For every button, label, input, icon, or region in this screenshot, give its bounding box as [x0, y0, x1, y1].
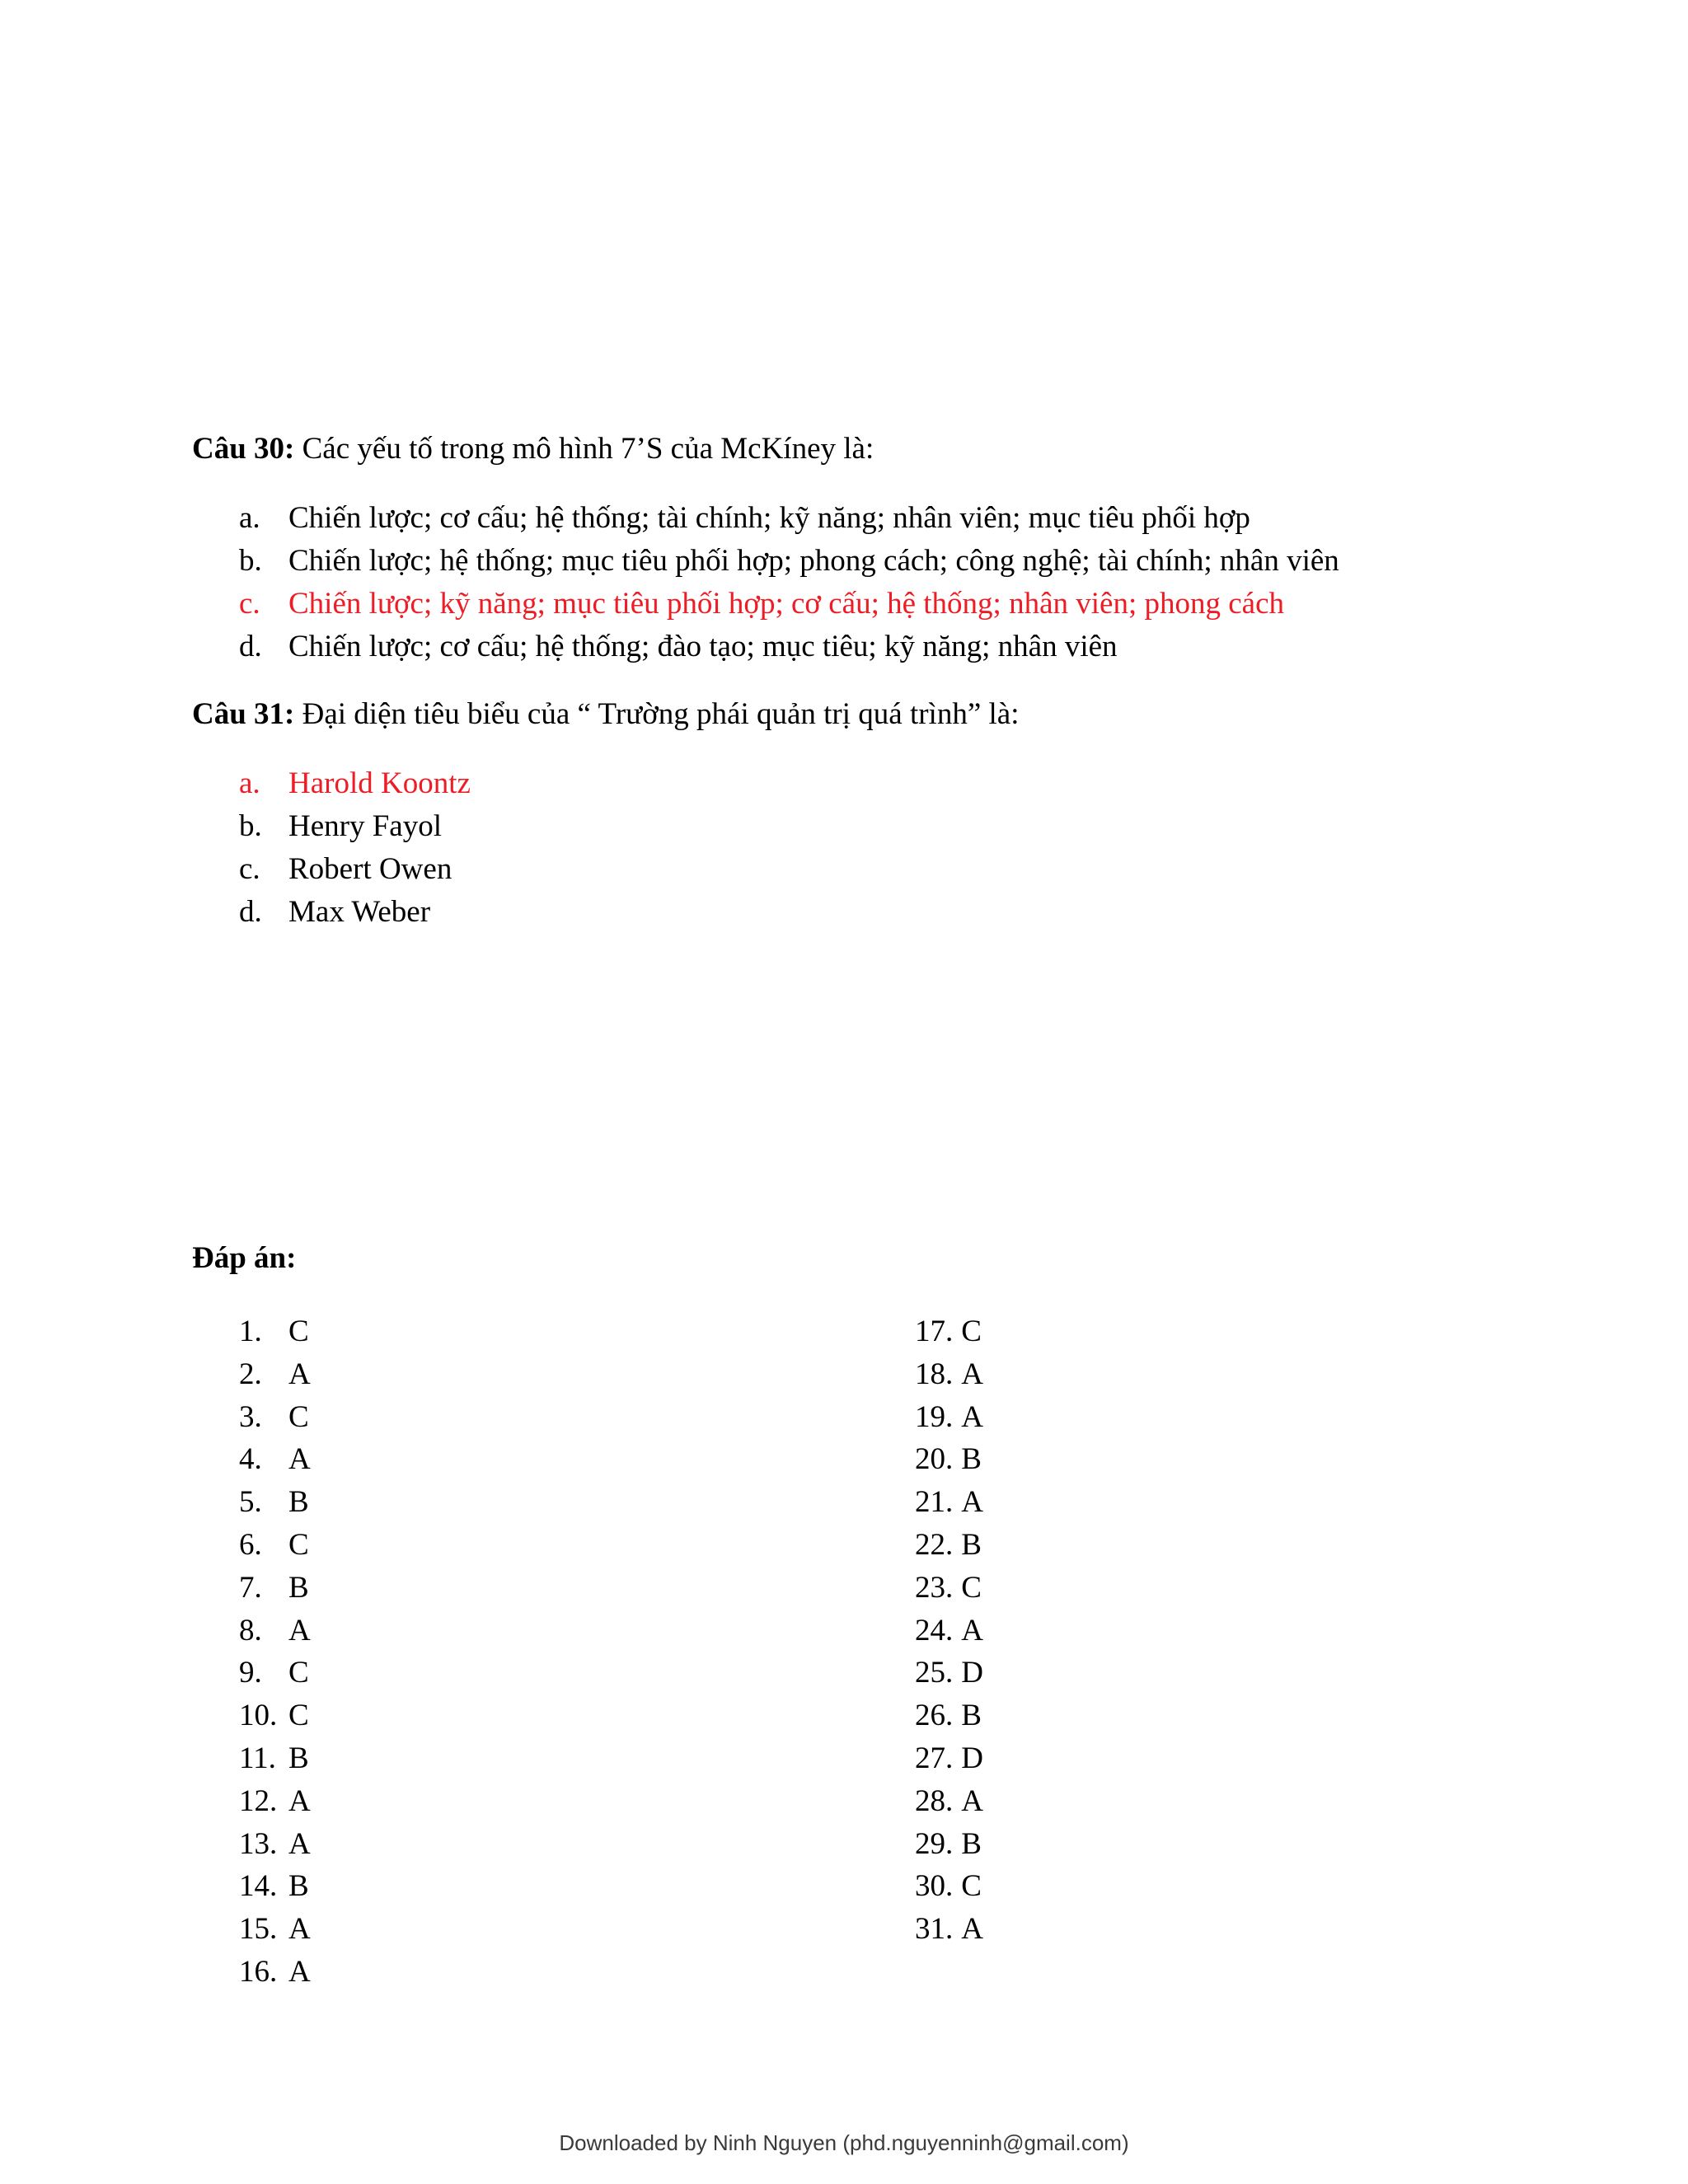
answer-number: 19. [915, 1399, 954, 1434]
answer-key-item [915, 1865, 983, 1908]
option-text: Chiến lược; cơ cấu; hệ thống; đào tạo; mục tiêu; kỹ năng; nhân viên [288, 630, 1118, 663]
answer-number: 25. [915, 1656, 954, 1690]
answer-key-item [915, 1524, 983, 1567]
answer-value: A [288, 1442, 311, 1477]
answer-number: 10. [239, 1699, 278, 1733]
answer-key-item [915, 1353, 983, 1396]
answer-value: C [288, 1315, 309, 1348]
answer-key-item [239, 1908, 311, 1951]
answer-number: 15. [239, 1912, 278, 1947]
answer-key-item [915, 1310, 983, 1353]
question-30 [192, 431, 874, 467]
answer-key-item [915, 1737, 983, 1780]
answer-value: A [288, 1783, 311, 1818]
answer-key-left-column [239, 1310, 311, 1994]
answer-number: 14. [239, 1869, 278, 1904]
answer-number: 2. [239, 1357, 262, 1391]
answer-value: A [961, 1912, 983, 1947]
answer-number: 12. [239, 1783, 278, 1818]
option-a [239, 497, 1339, 540]
option-c [239, 848, 471, 891]
option-a-correct [239, 762, 471, 805]
answer-key-item [239, 1951, 311, 1994]
answer-key-item [239, 1438, 311, 1481]
answer-value: A [288, 1357, 311, 1391]
answer-key-right-column [915, 1310, 983, 1951]
answer-number: 16. [239, 1954, 278, 1989]
answer-key-item [915, 1908, 983, 1951]
answer-number: 5. [239, 1485, 262, 1520]
answer-value: B [961, 1442, 982, 1477]
answer-value: C [288, 1699, 309, 1733]
answer-value: A [961, 1783, 983, 1818]
option-letter: d. [239, 630, 262, 663]
answer-key-item [915, 1610, 983, 1652]
answer-value: B [961, 1527, 982, 1562]
answer-key-item [239, 1865, 311, 1908]
question-number: Câu 30: [192, 432, 295, 466]
answer-number: 9. [239, 1656, 262, 1690]
answer-value: A [961, 1613, 983, 1647]
answer-value: B [288, 1485, 309, 1520]
answer-value: B [961, 1699, 982, 1733]
question-31 [192, 696, 1020, 733]
option-letter: c. [239, 852, 260, 886]
option-letter: b. [239, 544, 262, 578]
option-letter: c. [239, 587, 260, 621]
option-text: Chiến lược; cơ cấu; hệ thống; tài chính; kỹ năng; nhân viên; mục tiêu phối hợp [288, 501, 1250, 535]
answer-key-item [915, 1823, 983, 1866]
answer-value: A [288, 1954, 311, 1989]
answer-number: 6. [239, 1527, 262, 1562]
option-text: Chiến lược; hệ thống; mục tiêu phối hợp; phong cách; công nghệ; tài chính; nhân viên [288, 544, 1339, 578]
answer-key-item [239, 1780, 311, 1823]
option-d [239, 891, 471, 934]
answer-value: C [961, 1869, 982, 1904]
answer-key-item [239, 1481, 311, 1524]
option-d [239, 626, 1339, 668]
question-text: Các yếu tố trong mô hình 7’S của McKíney là: [294, 432, 874, 466]
option-b [239, 540, 1339, 583]
answer-number: 27. [915, 1741, 954, 1775]
answer-value: B [288, 1570, 309, 1605]
answer-key-item [915, 1567, 983, 1610]
question-31-options [239, 762, 471, 934]
answer-value: B [288, 1869, 309, 1904]
answer-value: B [961, 1826, 982, 1861]
answer-number: 1. [239, 1315, 262, 1348]
answer-key-item [239, 1823, 311, 1866]
answer-value: D [961, 1656, 983, 1690]
answer-key-item [239, 1610, 311, 1652]
answer-number: 8. [239, 1613, 262, 1647]
answer-number: 4. [239, 1442, 262, 1477]
answer-number: 22. [915, 1527, 954, 1562]
answer-key-item [239, 1737, 311, 1780]
answer-number: 17. [915, 1315, 954, 1348]
answer-key-title: Đáp án: [192, 1241, 297, 1275]
answer-key-item [239, 1694, 311, 1737]
answer-number: 23. [915, 1570, 954, 1605]
option-text: Harold Koontz [288, 766, 471, 800]
question-text: Đại diện tiêu biểu của “ Trường phái quản trị quá trình” là: [294, 697, 1020, 731]
option-c-correct [239, 583, 1339, 626]
answer-key-item [239, 1652, 311, 1694]
answer-number: 7. [239, 1570, 262, 1605]
answer-value: D [961, 1741, 983, 1775]
answer-value: A [961, 1485, 983, 1520]
answer-key-item [915, 1652, 983, 1694]
answer-key-item [239, 1396, 311, 1439]
option-letter: b. [239, 809, 262, 843]
answer-value: C [288, 1527, 309, 1562]
question-30-options [239, 497, 1339, 668]
answer-key-item [915, 1694, 983, 1737]
answer-key-item [915, 1481, 983, 1524]
answer-number: 20. [915, 1442, 954, 1477]
option-text: Robert Owen [288, 852, 452, 886]
option-letter: a. [239, 766, 260, 800]
answer-value: C [961, 1315, 982, 1348]
option-text: Max Weber [288, 895, 431, 929]
answer-value: A [288, 1826, 311, 1861]
answer-value: A [288, 1613, 311, 1647]
answer-number: 13. [239, 1826, 278, 1861]
answer-number: 11. [239, 1741, 276, 1775]
answer-value: A [961, 1357, 983, 1391]
answer-number: 28. [915, 1783, 954, 1818]
answer-value: C [288, 1656, 309, 1690]
answer-key-item [239, 1353, 311, 1396]
answer-key-item [239, 1567, 311, 1610]
option-text: Henry Fayol [288, 809, 442, 843]
answer-key-item [915, 1780, 983, 1823]
answer-key-item [915, 1396, 983, 1439]
answer-number: 18. [915, 1357, 954, 1391]
answer-number: 3. [239, 1399, 262, 1434]
answer-number: 29. [915, 1826, 954, 1861]
answer-number: 24. [915, 1613, 954, 1647]
answer-key-item [915, 1438, 983, 1481]
option-text: Chiến lược; kỹ năng; mục tiêu phối hợp; cơ cấu; hệ thống; nhân viên; phong cách [288, 587, 1285, 621]
question-number: Câu 31: [192, 697, 295, 731]
option-b [239, 805, 471, 848]
answer-value: A [288, 1912, 311, 1947]
answer-value: A [961, 1399, 983, 1434]
option-letter: a. [239, 501, 260, 535]
answer-value: C [961, 1570, 982, 1605]
answer-number: 31. [915, 1912, 954, 1947]
option-letter: d. [239, 895, 262, 929]
answer-key-item [239, 1524, 311, 1567]
answer-key-item [239, 1310, 311, 1353]
answer-value: C [288, 1399, 309, 1434]
answer-number: 30. [915, 1869, 954, 1904]
answer-number: 26. [915, 1699, 954, 1733]
answer-value: B [288, 1741, 309, 1775]
download-footer: Downloaded by Ninh Nguyen (phd.nguyenninh@gmail.com) [559, 2130, 1129, 2155]
answer-number: 21. [915, 1485, 954, 1520]
